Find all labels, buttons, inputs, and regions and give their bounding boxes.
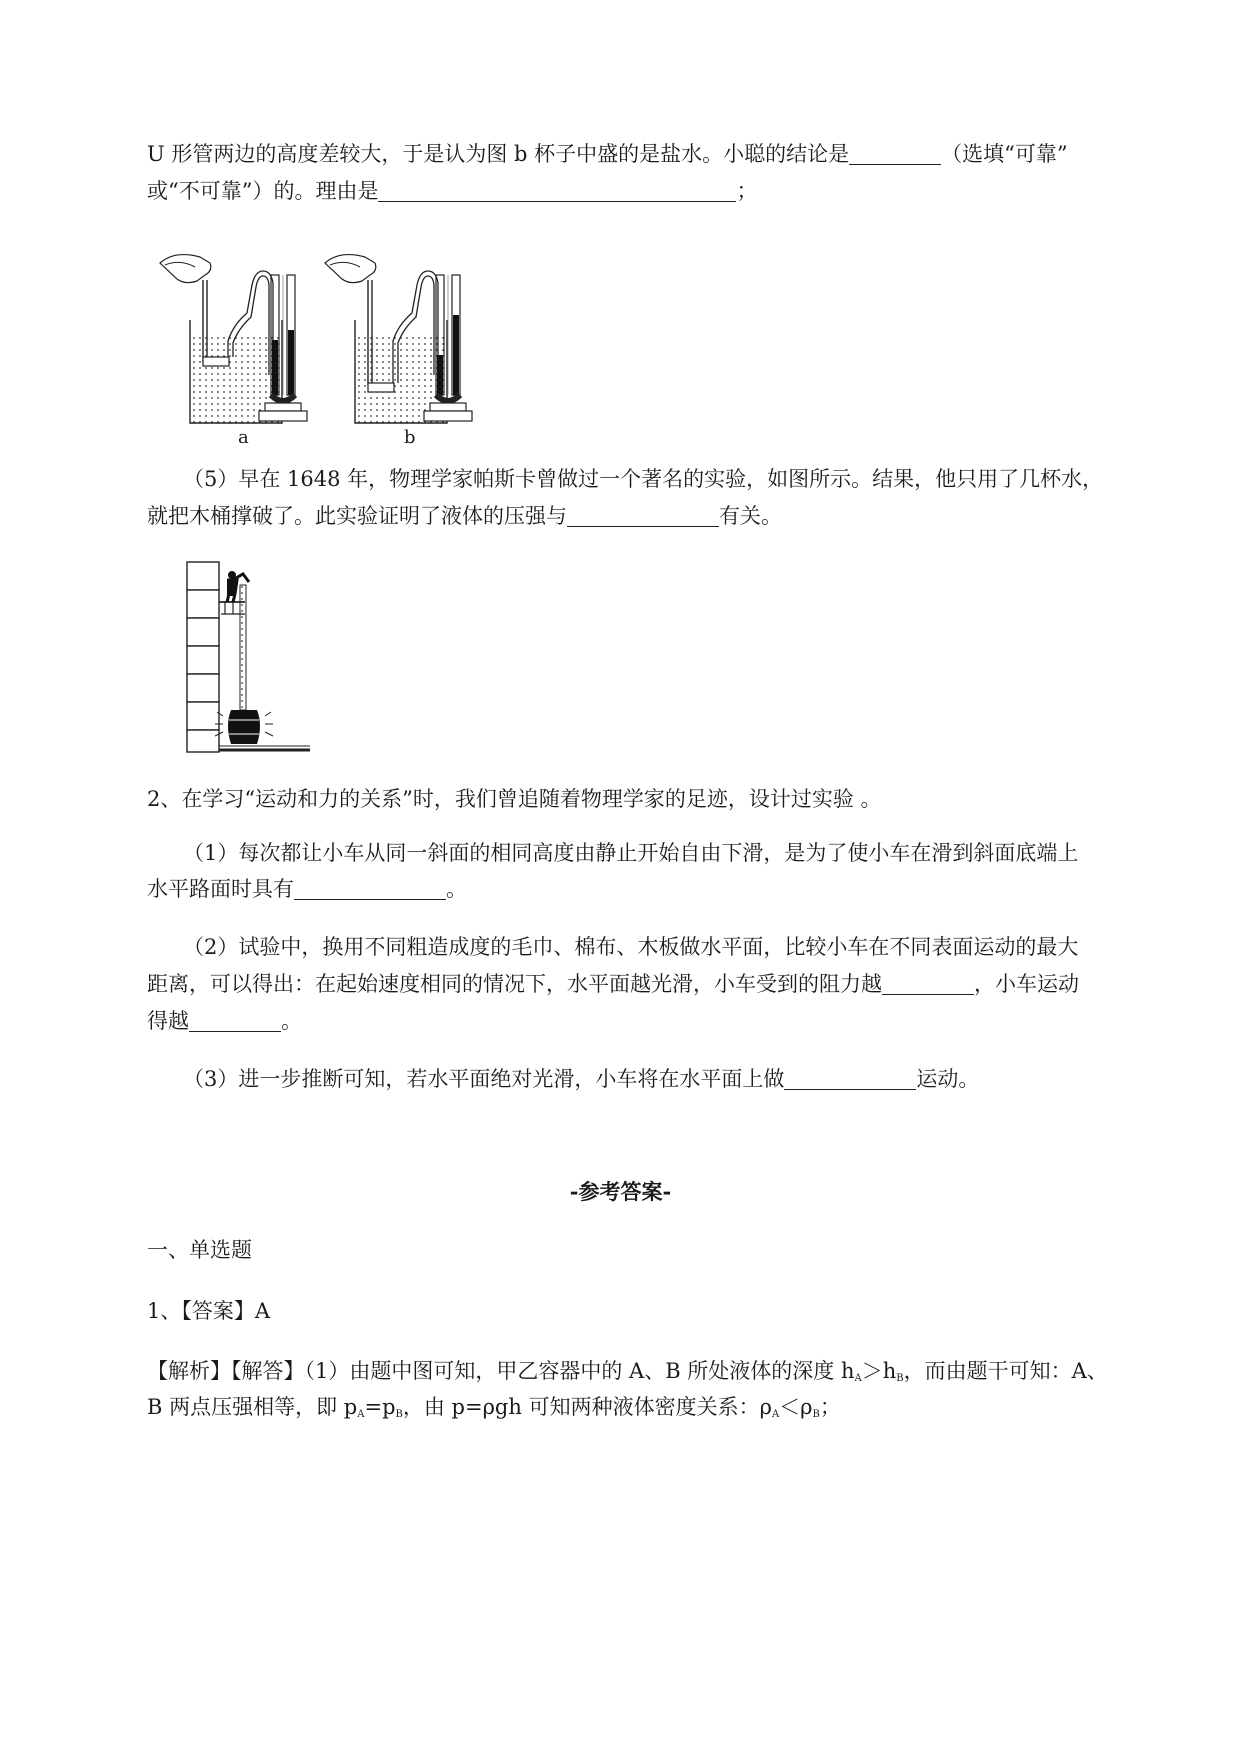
pascal-barrel-figure: [185, 560, 315, 755]
q5-text: 有关。: [719, 504, 782, 528]
subscript: A: [771, 1409, 780, 1420]
q4-text: U 形管两边的高度差较大，于是认为图 b 杯子中盛的是盐水。小聪的结论是: [147, 142, 850, 166]
answer-blank[interactable]: [784, 1065, 916, 1090]
analysis-text: ，由 p=ρgh 可知两种液体密度关系：ρ: [402, 1395, 772, 1419]
setup-b: [325, 255, 472, 423]
q4-text: （选填“可靠”: [941, 142, 1068, 166]
analysis-text: B 两点压强相等，即 p: [147, 1395, 358, 1419]
q2-p2-line1: （2）试验中，换用不同粗造成度的毛巾、棉布、木板做水平面，比较小车在不同表面运动的最大: [183, 935, 1079, 959]
q4-tail-line2: [147, 170, 1147, 212]
analysis-line2: [147, 1386, 1147, 1436]
analysis-text: ＜ρ: [779, 1395, 813, 1419]
q5-line1: （5）早在 1648 年，物理学家帕斯卡曾做过一个著名的实验，如图所示。结果，他只用了几杯水，: [183, 467, 1104, 491]
subscript: B: [812, 1409, 820, 1420]
answer-blank[interactable]: [882, 970, 974, 995]
q4-text: 或“不可靠”）的。理由是: [147, 179, 379, 203]
q2-p2-line2: [147, 963, 1147, 1005]
q2-text: （3）进一步推断可知，若水平面绝对光滑，小车将在水平面上做: [183, 1067, 785, 1091]
analysis-text: ＞h: [861, 1359, 897, 1383]
analysis-text: =p: [364, 1395, 396, 1419]
q2-p1-line1: （1）每次都让小车从同一斜面的相同高度由静止开始自由下滑，是为了使小车在滑到斜面底端上: [183, 841, 1079, 865]
pressure-gauge-figure: [155, 245, 475, 425]
answer-blank[interactable]: [378, 177, 736, 202]
q2-text: 。: [446, 877, 467, 901]
subscript: A: [854, 1373, 862, 1384]
q2-text: 运动。: [916, 1067, 980, 1091]
q5-line2: [147, 495, 1147, 537]
q5-text: 就把木桶撑破了。此实验证明了液体的压强与: [147, 504, 567, 528]
answer-blank[interactable]: [849, 140, 941, 165]
q2-p3: [147, 1058, 1147, 1100]
q2-p1-line2: [147, 868, 1147, 910]
answer-blank[interactable]: [294, 875, 446, 900]
answer-blank[interactable]: [567, 502, 719, 527]
answer-item-1: 1、【答案】A: [147, 1299, 271, 1323]
q2-text: 得越: [147, 1009, 189, 1033]
analysis-text: ；: [819, 1395, 841, 1419]
section-title: 一、单选题: [147, 1238, 252, 1262]
answer-blank[interactable]: [189, 1007, 281, 1032]
answers-heading: -参考答案-: [569, 1179, 672, 1204]
setup-a: [160, 255, 307, 423]
analysis-text: ，而由题干可知：A、: [903, 1359, 1108, 1383]
q2-text: 。: [281, 1009, 302, 1033]
q2-text: 距离，可以得出：在起始速度相同的情况下，水平面越光滑，小车受到的阻力越: [147, 972, 882, 996]
figure-label-b: b: [404, 427, 416, 448]
figure-label-a: a: [238, 427, 249, 448]
subscript: A: [357, 1409, 365, 1420]
q2-p2-line3: [147, 1000, 1147, 1042]
q2-text: 水平路面时具有: [147, 877, 294, 901]
q2-title: 2、在学习“运动和力的关系”时，我们曾追随着物理学家的足迹，设计过实验 。: [147, 787, 882, 811]
subscript: B: [395, 1409, 403, 1420]
subscript: B: [896, 1373, 904, 1384]
q2-text: ，小车运动: [974, 972, 1079, 996]
analysis-text: 【解析】【解答】（1）由题中图可知，甲乙容器中的 A、B 所处液体的深度 h: [147, 1359, 855, 1383]
q4-text: ；: [736, 179, 758, 203]
q4-tail-line1: [147, 133, 1147, 175]
